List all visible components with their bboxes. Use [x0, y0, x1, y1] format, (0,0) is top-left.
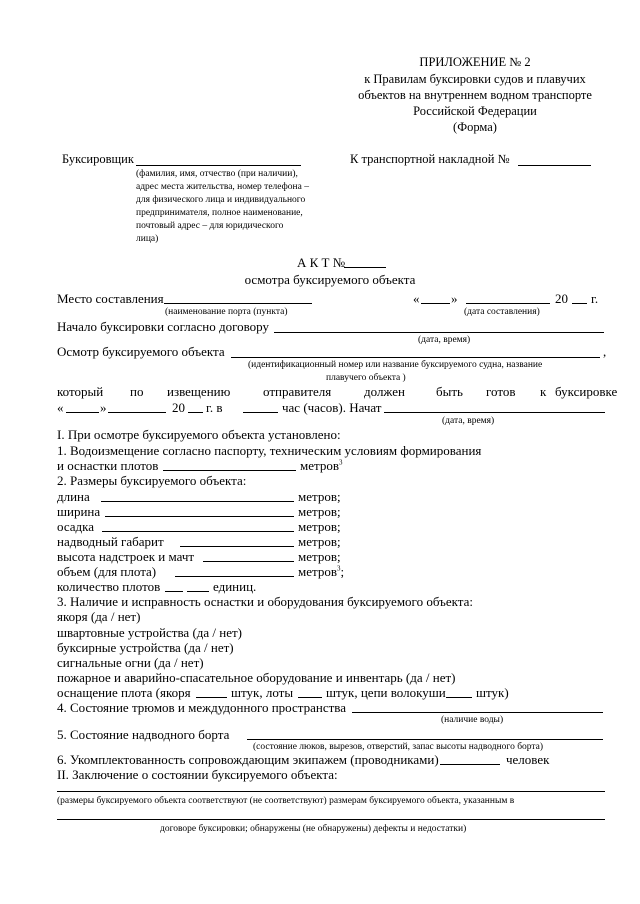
waybill-label: К транспортной накладной №: [350, 152, 510, 166]
justified-word: должен: [364, 384, 405, 399]
item4-note: (наличие воды): [441, 715, 504, 725]
size-label: объем (для плота): [57, 564, 157, 579]
raft-anchors-field[interactable]: [196, 697, 227, 698]
equipment-item: якоря (да / нет): [57, 609, 141, 624]
place-note: (наименование порта (пункта): [165, 307, 288, 317]
holds-field[interactable]: [352, 712, 603, 713]
size-unit: метров;: [298, 534, 341, 549]
conclusion-field-2[interactable]: [57, 819, 605, 820]
item5-label: 5. Состояние надводного борта: [57, 727, 230, 742]
section2-heading: II. Заключение о состоянии буксируемого объекта:: [57, 767, 338, 782]
size-label: ширина: [57, 504, 101, 519]
conclusion-field-1[interactable]: [57, 791, 605, 792]
tower-note-6: лица): [136, 234, 159, 244]
justified-word: извещению: [167, 384, 231, 399]
inspection-comma: ,: [603, 344, 607, 359]
size-field-volume[interactable]: [175, 576, 294, 577]
item4-label: 4. Состояние трюмов и междудонного пространства: [57, 700, 347, 715]
inspection-note-2: плавучего объекта ): [326, 373, 406, 383]
justified-word: буксировке: [555, 384, 618, 399]
appendix-line-1: к Правилам буксировки судов и плавучих: [364, 72, 586, 86]
date-month-field[interactable]: [466, 303, 550, 304]
tower-note-2: адрес места жительства, номер телефона –: [136, 182, 309, 192]
displacement-field[interactable]: [163, 470, 296, 471]
started-field[interactable]: [384, 412, 605, 413]
act-title: А К Т №: [297, 255, 346, 270]
rafts-field-b[interactable]: [187, 591, 209, 592]
equipment-item: швартовные устройства (да / нет): [57, 625, 243, 640]
raft-gear-tail: штук): [476, 685, 509, 700]
size-field-width[interactable]: [105, 516, 294, 517]
equipment-item: буксирные устройства (да / нет): [57, 640, 234, 655]
appendix-line-3: Российской Федерации: [413, 104, 537, 118]
start-note: (дата, время): [418, 335, 471, 345]
size-unit: метров;: [298, 504, 341, 519]
act-subtitle: осмотра буксируемого объекта: [244, 272, 416, 287]
item1-line-2: и оснастки плотов: [57, 458, 159, 473]
justified-word: готов: [486, 384, 516, 399]
ready-quote-close: »: [100, 400, 107, 415]
size-label: длина: [57, 489, 90, 504]
justified-word: к: [540, 384, 547, 399]
tower-note-3: для физического лица и индивидуального: [136, 195, 306, 205]
inspection-label: Осмотр буксируемого объекта: [57, 344, 225, 359]
freeboard-state-field[interactable]: [247, 739, 603, 740]
justified-word: по: [130, 384, 144, 399]
justified-word: отправителя: [263, 384, 332, 399]
act-number-field[interactable]: [344, 267, 386, 268]
justified-word: который: [57, 384, 104, 399]
date-year-suffix: г.: [591, 291, 599, 306]
date-quote-close: »: [451, 291, 458, 306]
ready-hour-field[interactable]: [243, 412, 278, 413]
size-label: надводный габарит: [57, 534, 164, 549]
ready-day-field[interactable]: [66, 412, 99, 413]
inspection-field[interactable]: [231, 357, 600, 358]
section2-note-2: договоре буксировки; обнаружены (не обнаружены) дефекты и недостатки): [160, 824, 467, 834]
item1-line-1: 1. Водоизмещение согласно паспорту, техническим условиям формирования: [57, 443, 482, 458]
size-unit-volume: метров$^3$;: [298, 564, 345, 579]
start-field[interactable]: [274, 332, 604, 333]
justified-word: быть: [436, 384, 463, 399]
rafts-field-a[interactable]: [165, 591, 183, 592]
size-label: осадка: [57, 519, 95, 534]
section2-note-1: (размеры буксируемого объекта соответствуют (не соответствуют) размерам буксируемого объекта, указанным в: [57, 796, 515, 806]
item5-note: (состояние люков, вырезов, отверстий, запас высоты надводного борта): [253, 742, 544, 752]
rafts-label: количество плотов: [57, 579, 161, 594]
date-day-field[interactable]: [421, 303, 450, 304]
size-field-mast-height[interactable]: [203, 561, 294, 562]
appendix-line-2: объектов на внутреннем водном транспорте: [358, 88, 592, 102]
size-field-length[interactable]: [101, 501, 294, 502]
appendix-title: ПРИЛОЖЕНИЕ № 2: [419, 55, 531, 69]
ready-year: 20: [172, 400, 185, 415]
appendix-form-label: (Форма): [453, 120, 497, 134]
date-year-prefix: 20: [555, 291, 568, 306]
size-field-freeboard[interactable]: [180, 546, 294, 547]
item2-heading: 2. Размеры буксируемого объекта:: [57, 473, 247, 488]
tower-note-4: предпринимателя, полное наименование,: [136, 208, 303, 218]
ready-month-field[interactable]: [108, 412, 166, 413]
size-label: высота надстроек и мачт: [57, 549, 195, 564]
section1-heading: I. При осмотре буксируемого объекта установлено:: [57, 427, 341, 442]
item6-label: 6. Укомплектованность сопровождающим экипажем (проводниками): [57, 752, 439, 767]
date-quote-open: «: [413, 291, 420, 306]
raft-gear-anchors: штук, лоты: [231, 685, 294, 700]
item1-unit: метров$^3$: [300, 458, 343, 473]
raft-gear-lots: штук, цепи волокуши: [326, 685, 446, 700]
crew-count-field[interactable]: [440, 764, 500, 765]
place-field[interactable]: [164, 303, 312, 304]
waybill-number-field[interactable]: [518, 165, 591, 166]
raft-chains-field[interactable]: [446, 697, 472, 698]
equipment-item: пожарное и аварийно-спасательное оборудование и инвентарь (да / нет): [57, 670, 456, 685]
started-note: (дата, время): [442, 416, 495, 426]
equipment-item: сигнальные огни (да / нет): [57, 655, 204, 670]
ready-year-suffix: г. в: [206, 400, 223, 415]
size-unit: метров;: [298, 519, 341, 534]
tower-label: Буксировщик: [62, 152, 134, 166]
raft-lots-field[interactable]: [298, 697, 322, 698]
rafts-unit: единиц.: [213, 579, 257, 594]
tower-field[interactable]: [136, 165, 301, 166]
place-label: Место составления: [57, 291, 164, 306]
ready-quote-open: «: [57, 400, 64, 415]
tower-note-5: почтовый адрес – для юридического: [136, 221, 284, 231]
date-note: (дата составления): [464, 307, 540, 317]
start-label: Начало буксировки согласно договору: [57, 319, 269, 334]
item3-heading: 3. Наличие и исправность оснастки и оборудования буксируемого объекта:: [57, 594, 473, 609]
inspection-note-1: (идентификационный номер или название буксируемого судна, название: [248, 360, 543, 370]
tower-note-1: (фамилия, имя, отчество (при наличии),: [136, 169, 298, 179]
size-unit: метров;: [298, 549, 341, 564]
size-field-draft[interactable]: [102, 531, 294, 532]
item6-unit: человек: [506, 752, 550, 767]
size-unit: метров;: [298, 489, 341, 504]
raft-gear-prefix: оснащение плота (якоря: [57, 685, 191, 700]
date-year-field[interactable]: [572, 303, 587, 304]
ready-hours-text: час (часов). Начат: [282, 400, 382, 415]
ready-year-field[interactable]: [188, 412, 203, 413]
